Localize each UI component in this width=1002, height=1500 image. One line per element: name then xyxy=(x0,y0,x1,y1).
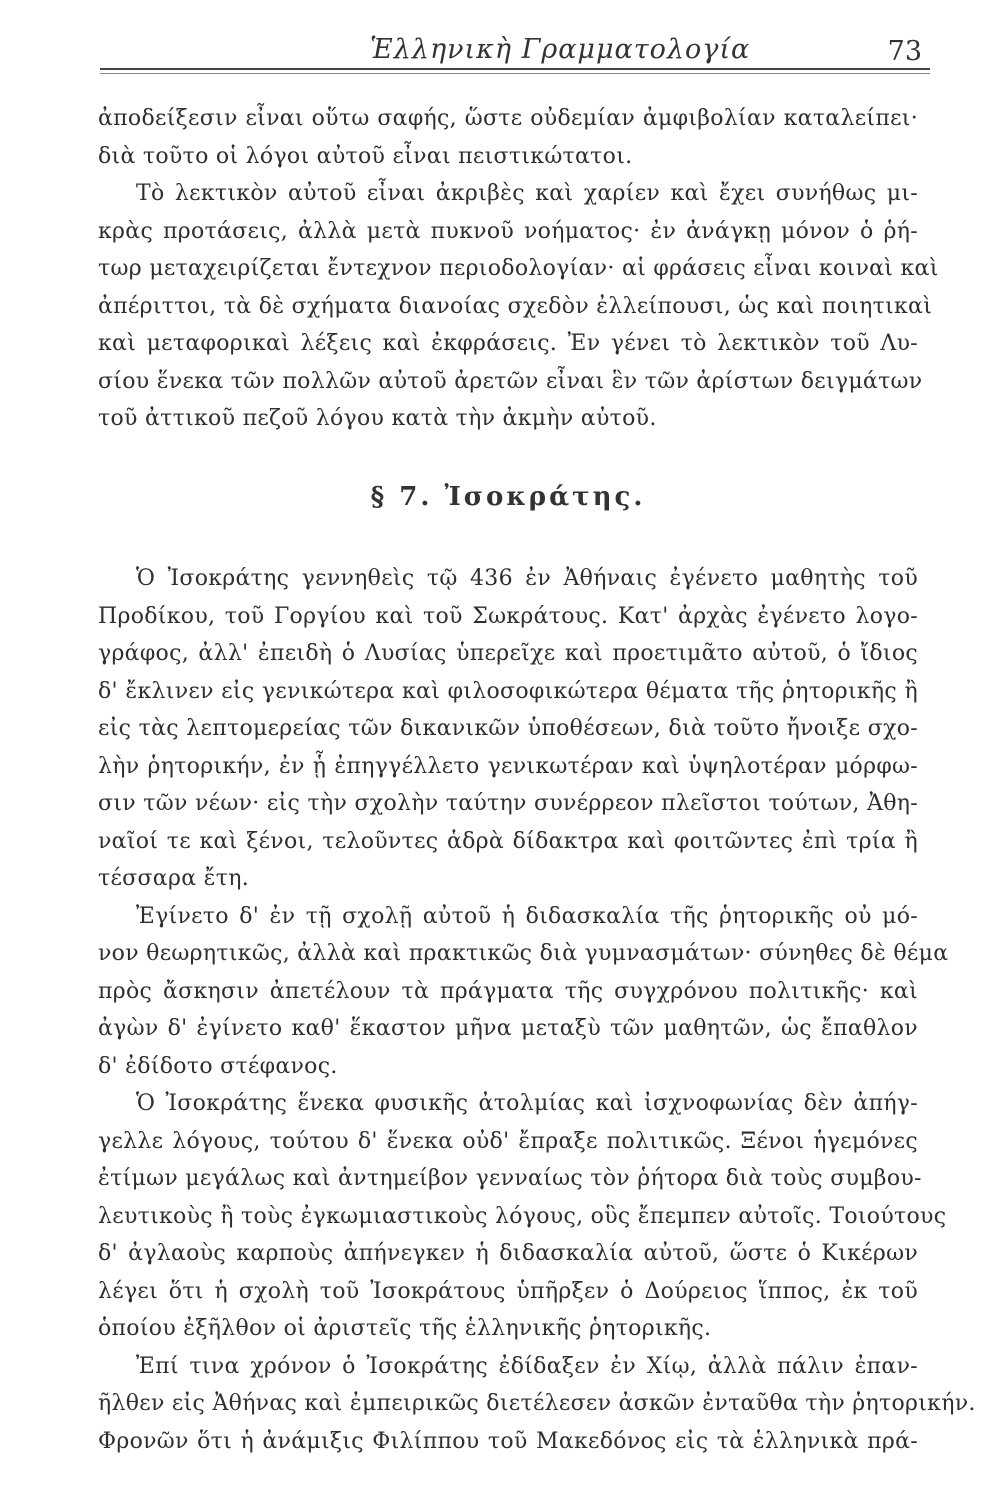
text-line: ἐτίμων μεγάλως καὶ ἀντημείβον γενναίως τὸν ῥήτορα διὰ τοὺς συμβου- xyxy=(98,1166,922,1191)
text-line: δ' ἔκλινεν εἰς γενικώτερα καὶ φιλοσοφικώτερα θέματα τῆς ῥητορικῆς ἢ xyxy=(98,678,918,704)
text-line: λέγει ὅτι ἡ σχολὴ τοῦ Ἰσοκράτους ὑπῆρξεν ὁ Δούρειος ἵππος, ἐκ τοῦ xyxy=(98,1278,918,1304)
running-head xyxy=(100,28,930,76)
text-line: λευτικοὺς ἢ τοὺς ἐγκωμιαστικοὺς λόγους, οὓς ἔπεμπεν αὐτοῖς. Τοιούτους xyxy=(98,1203,947,1229)
text-line: Ὁ Ἰσοκράτης γεννηθεὶς τῷ 436 ἐν Ἀθήναις ἐγένετο μαθητὴς τοῦ xyxy=(136,566,918,591)
lysias-paragraph-block xyxy=(98,100,939,438)
text-line: ἀπέριττοι, τὰ δὲ σχήματα διανοίας σχεδὸν ἐλλείπουσι, ὡς καὶ ποιητικαὶ xyxy=(98,293,933,319)
text-line: νον θεωρητικῶς, ἀλλὰ καὶ πρακτικῶς διὰ γυμνασμάτων· σύνηθες δὲ θέμα xyxy=(98,941,949,966)
text-line: διὰ τοῦτο οἱ λόγοι αὐτοῦ εἶναι πειστικώτατοι. xyxy=(98,143,633,169)
text-line: Ὁ Ἰσοκράτης ἕνεκα φυσικῆς ἀτολμίας καὶ ἰσχνοφωνίας δὲν ἀπήγ- xyxy=(136,1091,918,1116)
text-line: δ' ἐδίδοτο στέφανος. xyxy=(98,1053,338,1079)
header-rule-thin xyxy=(100,73,930,74)
section-heading: § 7. Ἰσοκράτης. xyxy=(370,482,646,512)
page-number: 73 xyxy=(887,36,922,67)
text-line: ὁποίου ἐξῆλθον οἱ ἀριστεῖς τῆς ἑλληνικῆς ῥητορικῆς. xyxy=(98,1316,712,1341)
text-line: Τὸ λεκτικὸν αὐτοῦ εἶναι ἀκριβὲς καὶ χαρίεν καὶ ἔχει συνήθως μι- xyxy=(136,181,918,206)
text-line: ἀποδείξεσιν εἶναι οὕτω σαφής, ὥστε οὐδεμίαν ἀμφιβολίαν καταλείπει· xyxy=(98,106,918,131)
text-line: γελλε λόγους, τούτου δ' ἕνεκα οὐδ' ἔπραξε πολιτικῶς. Ξένοι ἡγεμόνες xyxy=(98,1128,918,1154)
text-line: γράφος, ἀλλ' ἐπειδὴ ὁ Λυσίας ὑπερεῖχε καὶ προετιμᾶτο αὐτοῦ, ὁ ἴδιος xyxy=(98,641,918,666)
running-title: Ἑλληνικὴ Γραμματολογία xyxy=(370,34,751,65)
text-line: πρὸς ἄσκησιν ἀπετέλουν τὰ πράγματα τῆς συγχρόνου πολιτικῆς· καὶ xyxy=(98,978,918,1004)
text-line: Προδίκου, τοῦ Γοργίου καὶ τοῦ Σωκράτους. Κατ' ἀρχὰς ἐγένετο λογο- xyxy=(98,603,918,629)
text-line: Ἐπί τινα χρόνον ὁ Ἰσοκράτης ἐδίδαξεν ἐν Χίῳ, ἀλλὰ πάλιν ἐπαν- xyxy=(136,1353,918,1379)
text-line: τέσσαρα ἔτη. xyxy=(98,866,249,891)
isocrates-text-block xyxy=(98,560,976,1460)
text-line: λὴν ῥητορικήν, ἐν ᾗ ἐπηγγέλλετο γενικωτέραν καὶ ὑψηλοτέραν μόρφω- xyxy=(98,753,918,779)
text-line: ἀγὼν δ' ἐγίνετο καθ' ἕκαστον μῆνα μεταξὺ τῶν μαθητῶν, ὡς ἔπαθλον xyxy=(98,1016,918,1041)
text-line: Φρονῶν ὅτι ἡ ἀνάμιξις Φιλίππου τοῦ Μακεδόνος εἰς τὰ ἑλληνικὰ πρά- xyxy=(98,1428,918,1454)
text-line: σιν τῶν νέων· εἰς τὴν σχολὴν ταύτην συνέρρεον πλεῖστοι τούτων, Ἀθη- xyxy=(98,791,918,816)
text-line: τοῦ ἀττικοῦ πεζοῦ λόγου κατὰ τὴν ἀκμὴν αὐτοῦ. xyxy=(98,406,657,431)
header-rule xyxy=(100,68,930,70)
text-line: σίου ἕνεκα τῶν πολλῶν αὐτοῦ ἀρετῶν εἶναι ἓν τῶν ἀρίστων δειγμάτων xyxy=(98,368,923,394)
text-line: καὶ μεταφορικαὶ λέξεις καὶ ἐκφράσεις. Ἐν γένει τὸ λεκτικὸν τοῦ Λυ- xyxy=(98,331,918,356)
text-line: τωρ μεταχειρίζεται ἔντεχνον περιοδολογίαν· αἱ φράσεις εἶναι κοιναὶ καὶ xyxy=(98,256,939,281)
text-line: εἰς τὰς λεπτομερείας τῶν δικανικῶν ὑποθέσεων, διὰ τοῦτο ἤνοιξε σχο- xyxy=(98,716,918,741)
text-line: ναῖοί τε καὶ ξένοι, τελοῦντες ἁδρὰ δίδακτρα καὶ φοιτῶντες ἐπὶ τρία ἢ xyxy=(98,828,918,854)
text-line: ῆλθεν εἰς Ἀθήνας καὶ ἐμπειρικῶς διετέλεσεν ἀσκῶν ἐνταῦθα τὴν ῥητορικήν. xyxy=(98,1391,976,1416)
text-line: κρὰς προτάσεις, ἀλλὰ μετὰ πυκνοῦ νοήματος· ἐν ἀνάγκῃ μόνον ὁ ῥή- xyxy=(98,218,918,244)
text-line: Ἐγίνετο δ' ἐν τῇ σχολῇ αὐτοῦ ἡ διδασκαλία τῆς ῥητορικῆς οὐ μό- xyxy=(136,903,918,929)
text-line: δ' ἀγλαοὺς καρποὺς ἀπήνεγκεν ἡ διδασκαλία αὐτοῦ, ὥστε ὁ Κικέρων xyxy=(98,1241,918,1266)
